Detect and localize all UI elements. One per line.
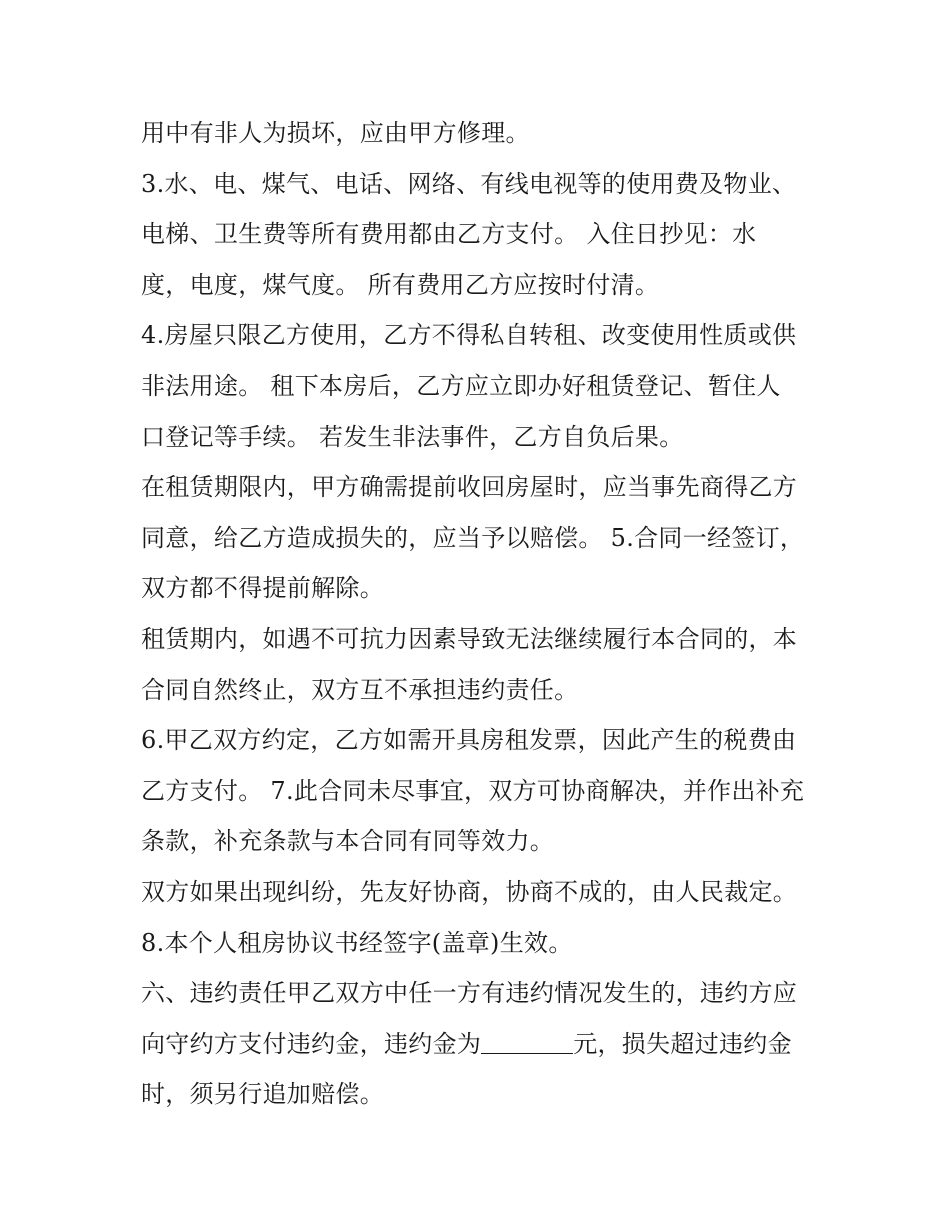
penalty-text-after: 元，损失超过违约金 (573, 1029, 792, 1058)
text-line-8: 在租赁期限内，甲方确需提前收回房屋时，应当事先商得乙方 (141, 473, 798, 502)
text-line-18: 六、违约责任甲乙双方中任一方有违约情况发生的，违约方应 (141, 979, 798, 1008)
text-line-11: 租赁期内，如遇不可抗力因素导致无法继续履行本合同的，本 (141, 624, 798, 653)
text-line-9: 同意，给乙方造成损失的，应当予以赔偿。 5.合同一经签订， (141, 523, 805, 552)
text-line-2: 3.水、电、煤气、电话、网络、有线电视等的使用费及物业、 (141, 169, 797, 198)
penalty-text-before: 向守约方支付违约金，违约金为 (141, 1029, 482, 1058)
text-line-7: 口登记等手续。 若发生非法事件，乙方自负后果。 (141, 422, 684, 451)
text-line-15: 条款，补充条款与本合同有同等效力。 (141, 827, 555, 856)
text-line-20: 时，须另行追加赔偿。 (141, 1080, 384, 1109)
text-line-6: 非法用途。 租下本房后，乙方应立即办好租赁登记、暂住人 (141, 371, 781, 400)
text-line-4: 度，电度，煤气度。 所有费用乙方应按时付清。 (141, 270, 660, 299)
text-line-3: 电梯、卫生费等所有费用都由乙方支付。 入住日抄见：水 (141, 220, 757, 249)
text-line-10: 双方都不得提前解除。 (141, 574, 384, 603)
text-line-17: 8.本个人租房协议书经签字(盖章)生效。 (141, 928, 573, 957)
text-line-19-penalty (141, 1019, 821, 1070)
text-line-14: 乙方支付。 7.此合同未尽事宜，双方可协商解决，并作出补充 (141, 776, 805, 805)
text-line-16: 双方如果出现纠纷，先友好协商，协商不成的，由人民裁定。 (141, 877, 798, 906)
text-line-13: 6.甲乙双方约定，乙方如需开具房租发票，因此产生的税费由 (141, 726, 797, 755)
penalty-amount-blank (481, 1031, 573, 1054)
contract-text (141, 108, 821, 1120)
text-line-1: 用中有非人为损坏，应由甲方修理。 (141, 119, 530, 147)
text-line-5: 4.房屋只限乙方使用，乙方不得私自转租、改变使用性质或供 (141, 321, 797, 350)
text-line-12: 合同自然终止，双方互不承担违约责任。 (141, 675, 579, 704)
